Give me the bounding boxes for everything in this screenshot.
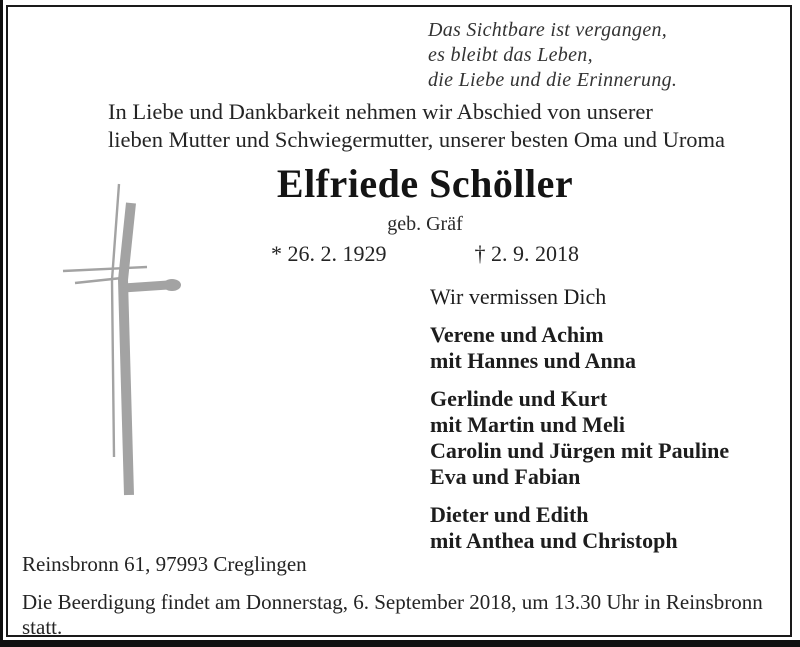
mourning-lead: Wir vermissen Dich bbox=[430, 284, 607, 309]
funeral-info: Die Beerdigung findet am Donnerstag, 6. September 2018, um 13.30 Uhr in Reinsbronn statt. bbox=[22, 590, 763, 639]
mourner-group-1 bbox=[430, 322, 729, 374]
mourner-line: mit Anthea und Christoph bbox=[430, 528, 678, 553]
maiden-name: geb. Gräf bbox=[387, 213, 463, 235]
deceased-name: Elfriede Schöller bbox=[276, 161, 574, 206]
mourner-line: Carolin und Jürgen mit Pauline bbox=[430, 438, 730, 463]
quote-line-3: die Liebe und die Erinnerung. bbox=[428, 69, 678, 91]
birth-date: * 26. 2. 1929 bbox=[271, 241, 387, 266]
mourner-line: mit Hannes und Anna bbox=[430, 348, 637, 373]
mourner-line: Eva und Fabian bbox=[430, 464, 581, 489]
memorial-quote bbox=[428, 18, 677, 93]
intro-line-2: lieben Mutter und Schwiegermutter, unserer besten Oma und Uroma bbox=[108, 127, 726, 152]
mourner-line: Dieter und Edith bbox=[430, 502, 589, 527]
quote-line-2: es bleibt das Leben, bbox=[428, 44, 593, 66]
mourner-group-3 bbox=[430, 502, 729, 554]
intro-line-1: In Liebe und Dankbarkeit nehmen wir Abschied von unserer bbox=[108, 99, 653, 124]
mourners-block bbox=[430, 284, 729, 554]
scan-edge-left bbox=[0, 0, 3, 647]
life-dates bbox=[60, 241, 790, 267]
address-line: Reinsbronn 61, 97993 Creglingen bbox=[22, 552, 307, 576]
mourner-line: mit Martin und Meli bbox=[430, 412, 625, 437]
mourner-group-2 bbox=[430, 386, 729, 490]
quote-line-1: Das Sichtbare ist vergangen, bbox=[428, 19, 668, 41]
scan-edge-bottom bbox=[0, 640, 800, 647]
death-date: † 2. 9. 2018 bbox=[474, 241, 579, 266]
mourner-line: Verene und Achim bbox=[430, 322, 604, 347]
deceased-block bbox=[60, 163, 790, 267]
intro-text bbox=[108, 98, 725, 154]
mourner-line: Gerlinde und Kurt bbox=[430, 386, 608, 411]
